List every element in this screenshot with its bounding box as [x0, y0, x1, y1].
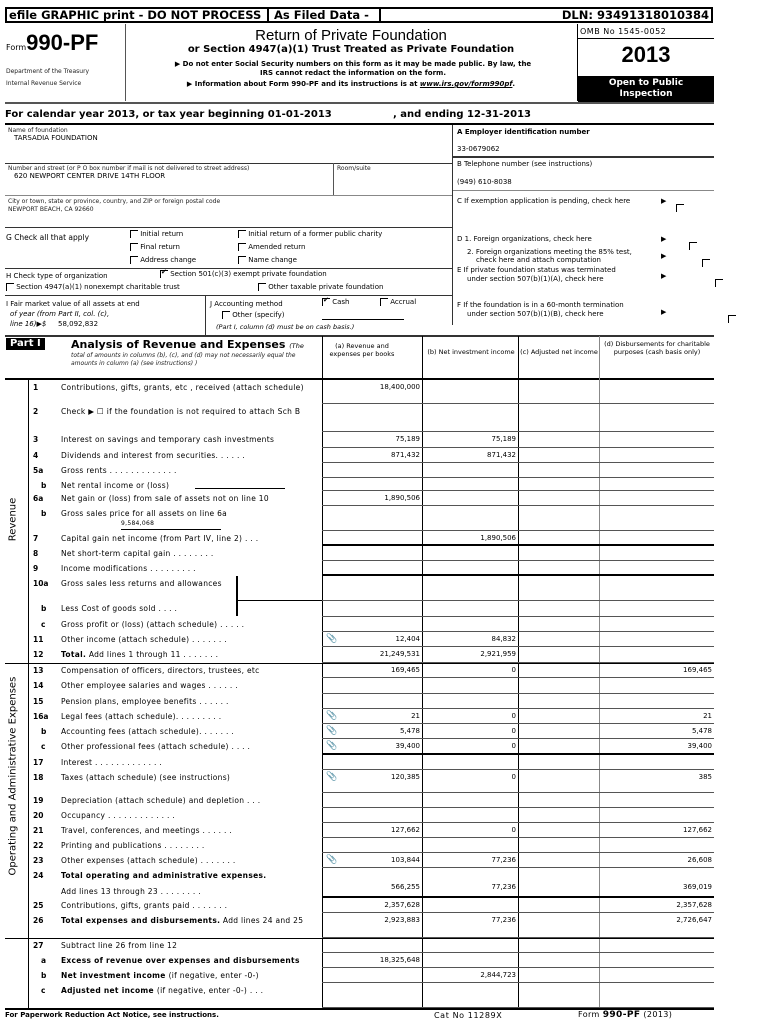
j-cash[interactable]: ✔ Cash	[322, 298, 350, 306]
table-row	[28, 953, 714, 968]
line-description: Interest . . . . . . . . . . . . .	[61, 758, 163, 767]
part1-badge: Part I	[6, 338, 45, 350]
line-description: Total. Add lines 1 through 11 . . . . . . .	[61, 650, 219, 659]
table-row	[28, 808, 714, 823]
col-a-value[interactable]: 566,255	[391, 883, 420, 891]
col-a-value[interactable]: 871,432	[391, 451, 420, 459]
col-b-value[interactable]: 2,844,723	[480, 971, 516, 979]
col-b-value[interactable]: 77,236	[491, 856, 516, 864]
attachment-icon[interactable]: 📎	[326, 634, 338, 644]
divider	[453, 156, 714, 158]
tax-year: 2013	[621, 42, 671, 67]
col-a-value[interactable]: 21	[411, 712, 420, 720]
col-a-header: (a) Revenue and expenses per books	[329, 342, 395, 358]
line-number: 13	[33, 666, 44, 675]
street-label: Number and street (or P O box number if mail is not delivered to street address)	[8, 165, 250, 172]
table-row	[28, 968, 714, 983]
line-description: Net investment income (if negative, enter -0-)	[61, 971, 259, 980]
form-footer: Form 990-PF (2013)	[578, 1010, 673, 1020]
section-divider	[28, 938, 714, 939]
line-number: 12	[33, 650, 44, 659]
table-row	[28, 632, 714, 647]
tax-year-end: , and ending 12-31-2013	[393, 109, 531, 120]
col-a-value[interactable]: 18,400,000	[379, 383, 420, 391]
section-divider	[28, 663, 714, 664]
col-b-value[interactable]: 871,432	[487, 451, 516, 459]
col-b-value[interactable]: 1,890,506	[480, 534, 516, 542]
line-description: Interest on savings and temporary cash investments	[61, 435, 275, 444]
line-description: Accounting fees (attach schedule). . . . . . .	[61, 727, 235, 736]
table-row	[28, 678, 714, 694]
h-4947[interactable]: Section 4947(a)(1) nonexempt charitable trust	[6, 283, 180, 291]
line-number: 9	[33, 564, 39, 573]
g-final-return[interactable]: Final return	[130, 243, 180, 251]
line-description: Legal fees (attach schedule). . . . . . . . .	[61, 712, 222, 721]
irs-link[interactable]: www.irs.gov/form990pf	[419, 80, 513, 88]
line-number: c	[41, 986, 46, 995]
col-d-value[interactable]: 5,478	[691, 727, 712, 735]
revenue-label: Revenue	[7, 497, 19, 542]
line-description: Depreciation (attach schedule) and depletion . . .	[61, 796, 261, 805]
e-checkbox[interactable]	[715, 279, 723, 287]
line-description: Travel, conferences, and meetings . . . . . .	[61, 826, 233, 835]
attachment-icon[interactable]: 📎	[326, 711, 338, 721]
part1-title: Analysis of Revenue and Expenses (The	[71, 338, 304, 351]
line-number: 7	[33, 534, 39, 543]
line-number: 23	[33, 856, 44, 865]
line-description: Capital gain net income (from Part IV, line 2) . . .	[61, 534, 259, 543]
col-a-value[interactable]: 103,844	[391, 856, 420, 864]
table-row	[28, 506, 714, 531]
expenses-label: Operating and Administrative Expenses	[7, 676, 19, 876]
line-number: 21	[33, 826, 44, 835]
tax-year-begin: For calendar year 2013, or tax year beginning 01-01-2013	[5, 109, 332, 120]
line-number: 6a	[33, 494, 44, 503]
city: NEWPORT BEACH, CA 92660	[8, 206, 94, 213]
col-b-value[interactable]: 2,921,959	[480, 650, 516, 658]
table-row	[28, 898, 714, 913]
line-description: Check ▶ ☐ if the foundation is not required to attach Sch B	[61, 407, 301, 416]
line-description: Gross profit or (loss) (attach schedule) . . . . .	[61, 620, 245, 629]
col-d-value[interactable]: 127,662	[683, 826, 712, 834]
line-description: Gross sales price for all assets on line 6a 9,584,068	[61, 509, 346, 530]
c-checkbox[interactable]	[676, 204, 684, 212]
line-number: 5a	[33, 466, 44, 475]
d1-checkbox[interactable]	[689, 242, 697, 250]
d2-checkbox[interactable]	[702, 259, 710, 267]
line-number: 25	[33, 901, 44, 910]
fmv-value: 58,092,832	[58, 320, 99, 328]
divider	[5, 268, 452, 269]
notice-ssn-2: IRS cannot redact the information on the form.	[260, 69, 446, 77]
table-row	[28, 491, 714, 506]
line-description: Other income (attach schedule) . . . . . . .	[61, 635, 227, 644]
f-label-2: under section 507(b)(1)(B), check here	[467, 310, 604, 318]
g-name-change[interactable]: Name change	[238, 256, 297, 264]
col-d-value[interactable]: 39,400	[687, 742, 712, 750]
d2-label: 2. Foreign organizations meeting the 85% test,	[467, 248, 632, 256]
divider	[5, 102, 714, 104]
col-a-value[interactable]: 1,890,506	[384, 494, 420, 502]
line-number: 14	[33, 681, 44, 690]
col-b-value[interactable]: 77,236	[491, 916, 516, 924]
col-b-header: (b) Net investment income	[427, 348, 515, 356]
form-id	[6, 30, 98, 56]
line-number: 4	[33, 451, 39, 460]
efile-text: efile GRAPHIC print - DO NOT PROCESS	[9, 8, 262, 22]
col-b-value[interactable]: 75,189	[491, 435, 516, 443]
table-row	[28, 546, 714, 561]
table-row	[28, 868, 714, 898]
table-row	[28, 938, 714, 953]
col-b-value[interactable]: 0	[511, 826, 516, 834]
arrow-icon: ▶	[661, 272, 667, 280]
ein-label: A Employer identification number	[457, 128, 590, 136]
line-description: Taxes (attach schedule) (see instructions)	[61, 773, 231, 782]
col-d-value[interactable]: 21	[703, 712, 712, 720]
banner-divider	[267, 8, 269, 22]
col-b-value[interactable]: 0	[511, 712, 516, 720]
table-row	[28, 853, 714, 868]
table-row	[28, 380, 714, 404]
net-rental-input[interactable]	[195, 488, 285, 489]
table-row	[28, 739, 714, 755]
col-d-value[interactable]: 2,357,628	[676, 901, 712, 909]
table-row	[28, 838, 714, 853]
line-number: 18	[33, 773, 44, 782]
divider	[205, 295, 206, 335]
line-description: Compensation of officers, directors, trustees, etc	[61, 666, 260, 675]
divider	[5, 335, 714, 337]
line-description: Other expenses (attach schedule) . . . . . . .	[61, 856, 236, 865]
table-row	[28, 601, 714, 617]
c-label: C If exemption application is pending, check here	[457, 197, 631, 205]
divider	[5, 195, 452, 196]
efile-banner	[5, 7, 713, 23]
line-number: 24	[33, 871, 44, 880]
divider	[452, 125, 453, 325]
col-d-value[interactable]: 385	[698, 773, 712, 781]
col-a-value[interactable]: 75,189	[395, 435, 420, 443]
part1-desc: total of amounts in columns (b), (c), and (d) may not necessarily equal the amounts in column (a) (see instructions) )	[71, 352, 296, 367]
line-number: c	[41, 742, 46, 751]
attachment-icon[interactable]: 📎	[326, 772, 338, 782]
line-description: Excess of revenue over expenses and disbursements	[61, 956, 300, 965]
dln: DLN: 93491318010384	[561, 8, 709, 22]
table-row	[28, 770, 714, 793]
table-row	[28, 793, 714, 808]
city-label: City or town, state or province, country, and ZIP or foreign postal code	[8, 198, 221, 205]
as-filed-text: As Filed Data -	[274, 8, 369, 22]
i-label-3: line 16)▶$	[10, 320, 47, 328]
form-title: Return of Private Foundation	[255, 27, 447, 44]
line-description: Dividends and interest from securities. . . . . .	[61, 451, 246, 460]
col-b-value[interactable]: 84,832	[491, 635, 516, 643]
table-row	[28, 404, 714, 432]
open-to-public-badge: Open to Public Inspection	[578, 76, 714, 102]
arrow-icon: ▶	[661, 252, 667, 260]
notice-info: ▶ Information about Form 990-PF and its instructions is at www.irs.gov/form990pf.	[186, 80, 516, 88]
g-label: G Check all that apply	[6, 233, 90, 242]
dept-line2: Internal Revenue Service	[6, 80, 82, 87]
i-label-1: I Fair market value of all assets at end	[6, 300, 140, 308]
line-number: b	[41, 971, 47, 980]
f-checkbox[interactable]	[728, 315, 736, 323]
phone-label: B Telephone number (see instructions)	[457, 160, 593, 168]
divider	[5, 227, 452, 228]
dept-line1: Department of the Treasury	[6, 68, 90, 75]
phone-value: (949) 610-8038	[457, 178, 512, 186]
arrow-icon: ▶	[661, 235, 667, 243]
table-row	[28, 913, 714, 938]
col-b-value[interactable]: 77,236	[491, 883, 516, 891]
form-subtitle: or Section 4947(a)(1) Trust Treated as Private Foundation	[187, 44, 515, 55]
table-row	[28, 694, 714, 709]
line-number: 3	[33, 435, 39, 444]
notice-ssn: ▶ Do not enter Social Security numbers on this form as it may be made public. By law, the	[174, 60, 532, 68]
table-row	[28, 724, 714, 739]
line-description: Adjusted net income (if negative, enter -0-) . . .	[61, 986, 264, 995]
line-number: b	[41, 509, 47, 518]
line-description: Total operating and administrative expenses. Add lines 13 through 23 . . . . . . . .	[61, 871, 267, 896]
col-b-value[interactable]: 0	[511, 666, 516, 674]
ein-value: 33-0679062	[457, 145, 500, 153]
divider	[5, 295, 452, 296]
line-number: 1	[33, 383, 39, 392]
divider	[333, 163, 334, 195]
table-row	[28, 663, 714, 678]
j-label: J Accounting method	[210, 300, 283, 308]
divider	[5, 163, 452, 164]
line-description: Subtract line 26 from line 12	[61, 941, 178, 950]
omb-number: OMB No 1545-0052	[580, 27, 667, 36]
line-description: Printing and publications . . . . . . . .	[61, 841, 205, 850]
col-a-value[interactable]: 127,662	[391, 826, 420, 834]
col-b-value[interactable]: 0	[511, 742, 516, 750]
col-d-header: (d) Disbursements for charitable purposes (cash basis only)	[604, 340, 710, 356]
line-number: 15	[33, 697, 44, 706]
col-a-value[interactable]: 169,465	[391, 666, 420, 674]
line-description: Gross sales less returns and allowances	[61, 579, 222, 588]
e-label-2: under section 507(b)(1)(A), check here	[467, 275, 604, 283]
h-label: H Check type of organization	[6, 272, 108, 280]
col-a-value[interactable]: 5,478	[399, 727, 420, 735]
divider	[5, 938, 29, 939]
line-description: Other professional fees (attach schedule) . . . .	[61, 742, 251, 751]
attachment-icon[interactable]: 📎	[326, 741, 338, 751]
divider	[578, 38, 714, 39]
f-label: F If the foundation is in a 60-month termination	[457, 301, 624, 309]
col-d-value[interactable]: 26,608	[687, 856, 712, 864]
line-number: 16a	[33, 712, 49, 721]
j-other[interactable]: Other (specify)	[222, 311, 284, 319]
line-description: Net short-term capital gain . . . . . . . .	[61, 549, 214, 558]
line-number: 20	[33, 811, 44, 820]
inline-box-line	[236, 600, 322, 601]
banner-divider	[379, 8, 381, 22]
table-row	[28, 823, 714, 838]
col-a-value[interactable]: 120,385	[391, 773, 420, 781]
line-description: Income modifications . . . . . . . . .	[61, 564, 196, 573]
line-number: a	[41, 956, 47, 965]
line-description: Total expenses and disbursements. Add lines 24 and 25	[61, 916, 304, 925]
line-description: Other employee salaries and wages . . . . . .	[61, 681, 238, 690]
col-a-value[interactable]: 21,249,531	[379, 650, 420, 658]
attachment-icon[interactable]: 📎	[326, 855, 338, 865]
d2-label-2: check here and attach computation	[476, 256, 601, 264]
room-label: Room/suite	[337, 165, 371, 172]
line-description: Net gain or (loss) from sale of assets not on line 10	[61, 494, 269, 503]
table-row	[28, 478, 714, 491]
line-number: b	[41, 481, 47, 490]
line-description: Pension plans, employee benefits . . . . . .	[61, 697, 229, 706]
name-label: Name of foundation	[8, 127, 68, 134]
attachment-icon[interactable]: 📎	[326, 726, 338, 736]
divider	[453, 190, 714, 191]
col-a-value[interactable]: 18,325,648	[379, 956, 420, 964]
line-number: 10a	[33, 579, 49, 588]
table-row	[28, 983, 714, 1008]
gross-sales-value: 9,584,068	[121, 519, 221, 530]
j-other-line[interactable]	[322, 319, 404, 320]
inline-box-line	[236, 576, 238, 616]
table-row	[28, 709, 714, 724]
table-row	[28, 432, 714, 448]
d1-label: D 1. Foreign organizations, check here	[457, 235, 592, 243]
line-description: Less Cost of goods sold . . . .	[61, 604, 178, 613]
col-d-value[interactable]: 369,019	[683, 883, 712, 891]
line-number: 22	[33, 841, 44, 850]
line-description: Contributions, gifts, grants paid . . . . . . .	[61, 901, 228, 910]
table-row	[28, 463, 714, 478]
arrow-icon: ▶	[661, 308, 667, 316]
line-number: 19	[33, 796, 44, 805]
e-label: E If private foundation status was terminated	[457, 266, 616, 274]
line-number: b	[41, 604, 47, 613]
line-number: 2	[33, 407, 39, 416]
g-initial-former-charity[interactable]: Initial return of a former public charity	[238, 230, 382, 238]
foundation-name: TARSADIA FOUNDATION	[14, 134, 98, 142]
form-prefix: Form	[6, 43, 27, 52]
col-d-value[interactable]: 2,726,647	[676, 916, 712, 924]
table-row	[28, 755, 714, 770]
col-d-value[interactable]: 169,465	[683, 666, 712, 674]
j-accrual[interactable]: Accrual	[380, 298, 416, 306]
line-description: Gross rents . . . . . . . . . . . . .	[61, 466, 177, 475]
street-address: 620 NEWPORT CENTER DRIVE 14TH FLOOR	[14, 172, 166, 180]
table-row	[28, 647, 714, 663]
divider	[5, 123, 714, 125]
j-note: (Part I, column (d) must be on cash basis.)	[216, 323, 355, 331]
line-number: 27	[33, 941, 44, 950]
arrow-icon: ▶	[661, 197, 667, 205]
line-description: Contributions, gifts, grants, etc , received (attach schedule)	[61, 383, 304, 392]
col-c-header: (c) Adjusted net income	[520, 348, 598, 356]
g-address-change[interactable]: Address change	[130, 256, 196, 264]
g-initial-return[interactable]: Initial return	[130, 230, 183, 238]
table-row	[28, 448, 714, 463]
col-b-value[interactable]: 0	[511, 727, 516, 735]
cat-number: Cat No 11289X	[434, 1011, 503, 1020]
line-description: Occupancy . . . . . . . . . . . . .	[61, 811, 176, 820]
line-description: Net rental income or (loss)	[61, 481, 170, 490]
line-number: 8	[33, 549, 39, 558]
col-a-value[interactable]: 39,400	[395, 742, 420, 750]
line-number: 11	[33, 635, 44, 644]
col-a-value[interactable]: 2,923,883	[384, 916, 420, 924]
g-amended-return[interactable]: Amended return	[238, 243, 305, 251]
divider	[5, 663, 29, 664]
col-b-value[interactable]: 0	[511, 773, 516, 781]
h-other-taxable[interactable]: Other taxable private foundation	[258, 283, 383, 291]
col-a-value[interactable]: 2,357,628	[384, 901, 420, 909]
col-a-value[interactable]: 12,404	[395, 635, 420, 643]
table-row	[28, 531, 714, 546]
table-row	[28, 576, 714, 601]
h-501c3[interactable]: ✔ Section 501(c)(3) exempt private foundation	[160, 270, 327, 278]
line-number: c	[41, 620, 46, 629]
form-number: 990-PF	[26, 30, 99, 55]
table-row	[28, 617, 714, 632]
paperwork-notice: For Paperwork Reduction Act Notice, see instructions.	[5, 1011, 219, 1019]
table-row	[28, 561, 714, 576]
i-label-2: of year (from Part II, col. (c),	[10, 310, 110, 318]
line-number: 26	[33, 916, 44, 925]
line-number: 17	[33, 758, 44, 767]
line-number: b	[41, 727, 47, 736]
